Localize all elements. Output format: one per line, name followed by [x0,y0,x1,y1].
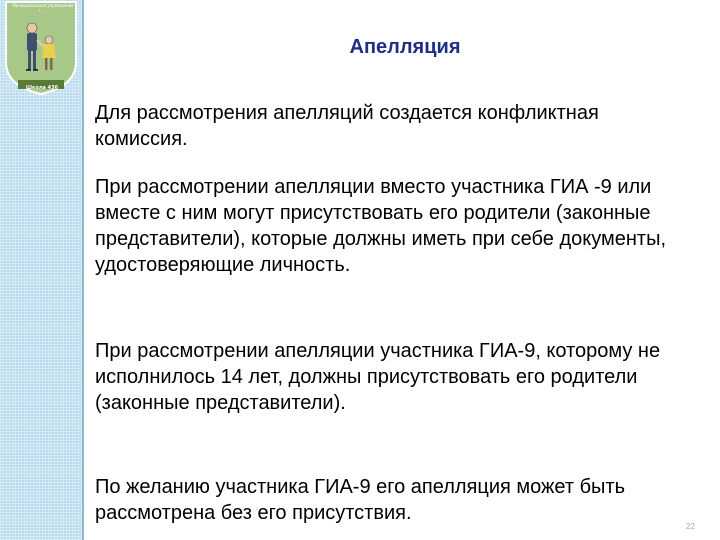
page-number: 22 [686,522,695,531]
paragraph-parents-presence: При рассмотрении апелляции вместо участника ГИА -9 или вместе с ним могут присутствовать его родители (законные представители), которые должны иметь при себе документы, удостоверяющие личность. [95,176,667,276]
slide-title: Апелляция [349,36,461,58]
paragraph-commission: Для рассмотрения апелляций создается конфликтная комиссия. [95,102,599,150]
logo-title: Муниципальное учреждение г. ... [12,3,74,13]
school-logo [0,0,82,96]
school-emblem-icon [0,0,82,96]
logo-school-name: Школа 436 [25,85,59,91]
paragraph-under-14: При рассмотрении апелляции участника ГИА-9, которому не исполнилось 14 лет, должны присутствовать его родители (законные представители). [95,340,661,414]
divider [82,0,84,540]
paragraph-absence: По желанию участника ГИА-9 его апелляция может быть рассмотрена без его присутствия. [95,476,625,524]
